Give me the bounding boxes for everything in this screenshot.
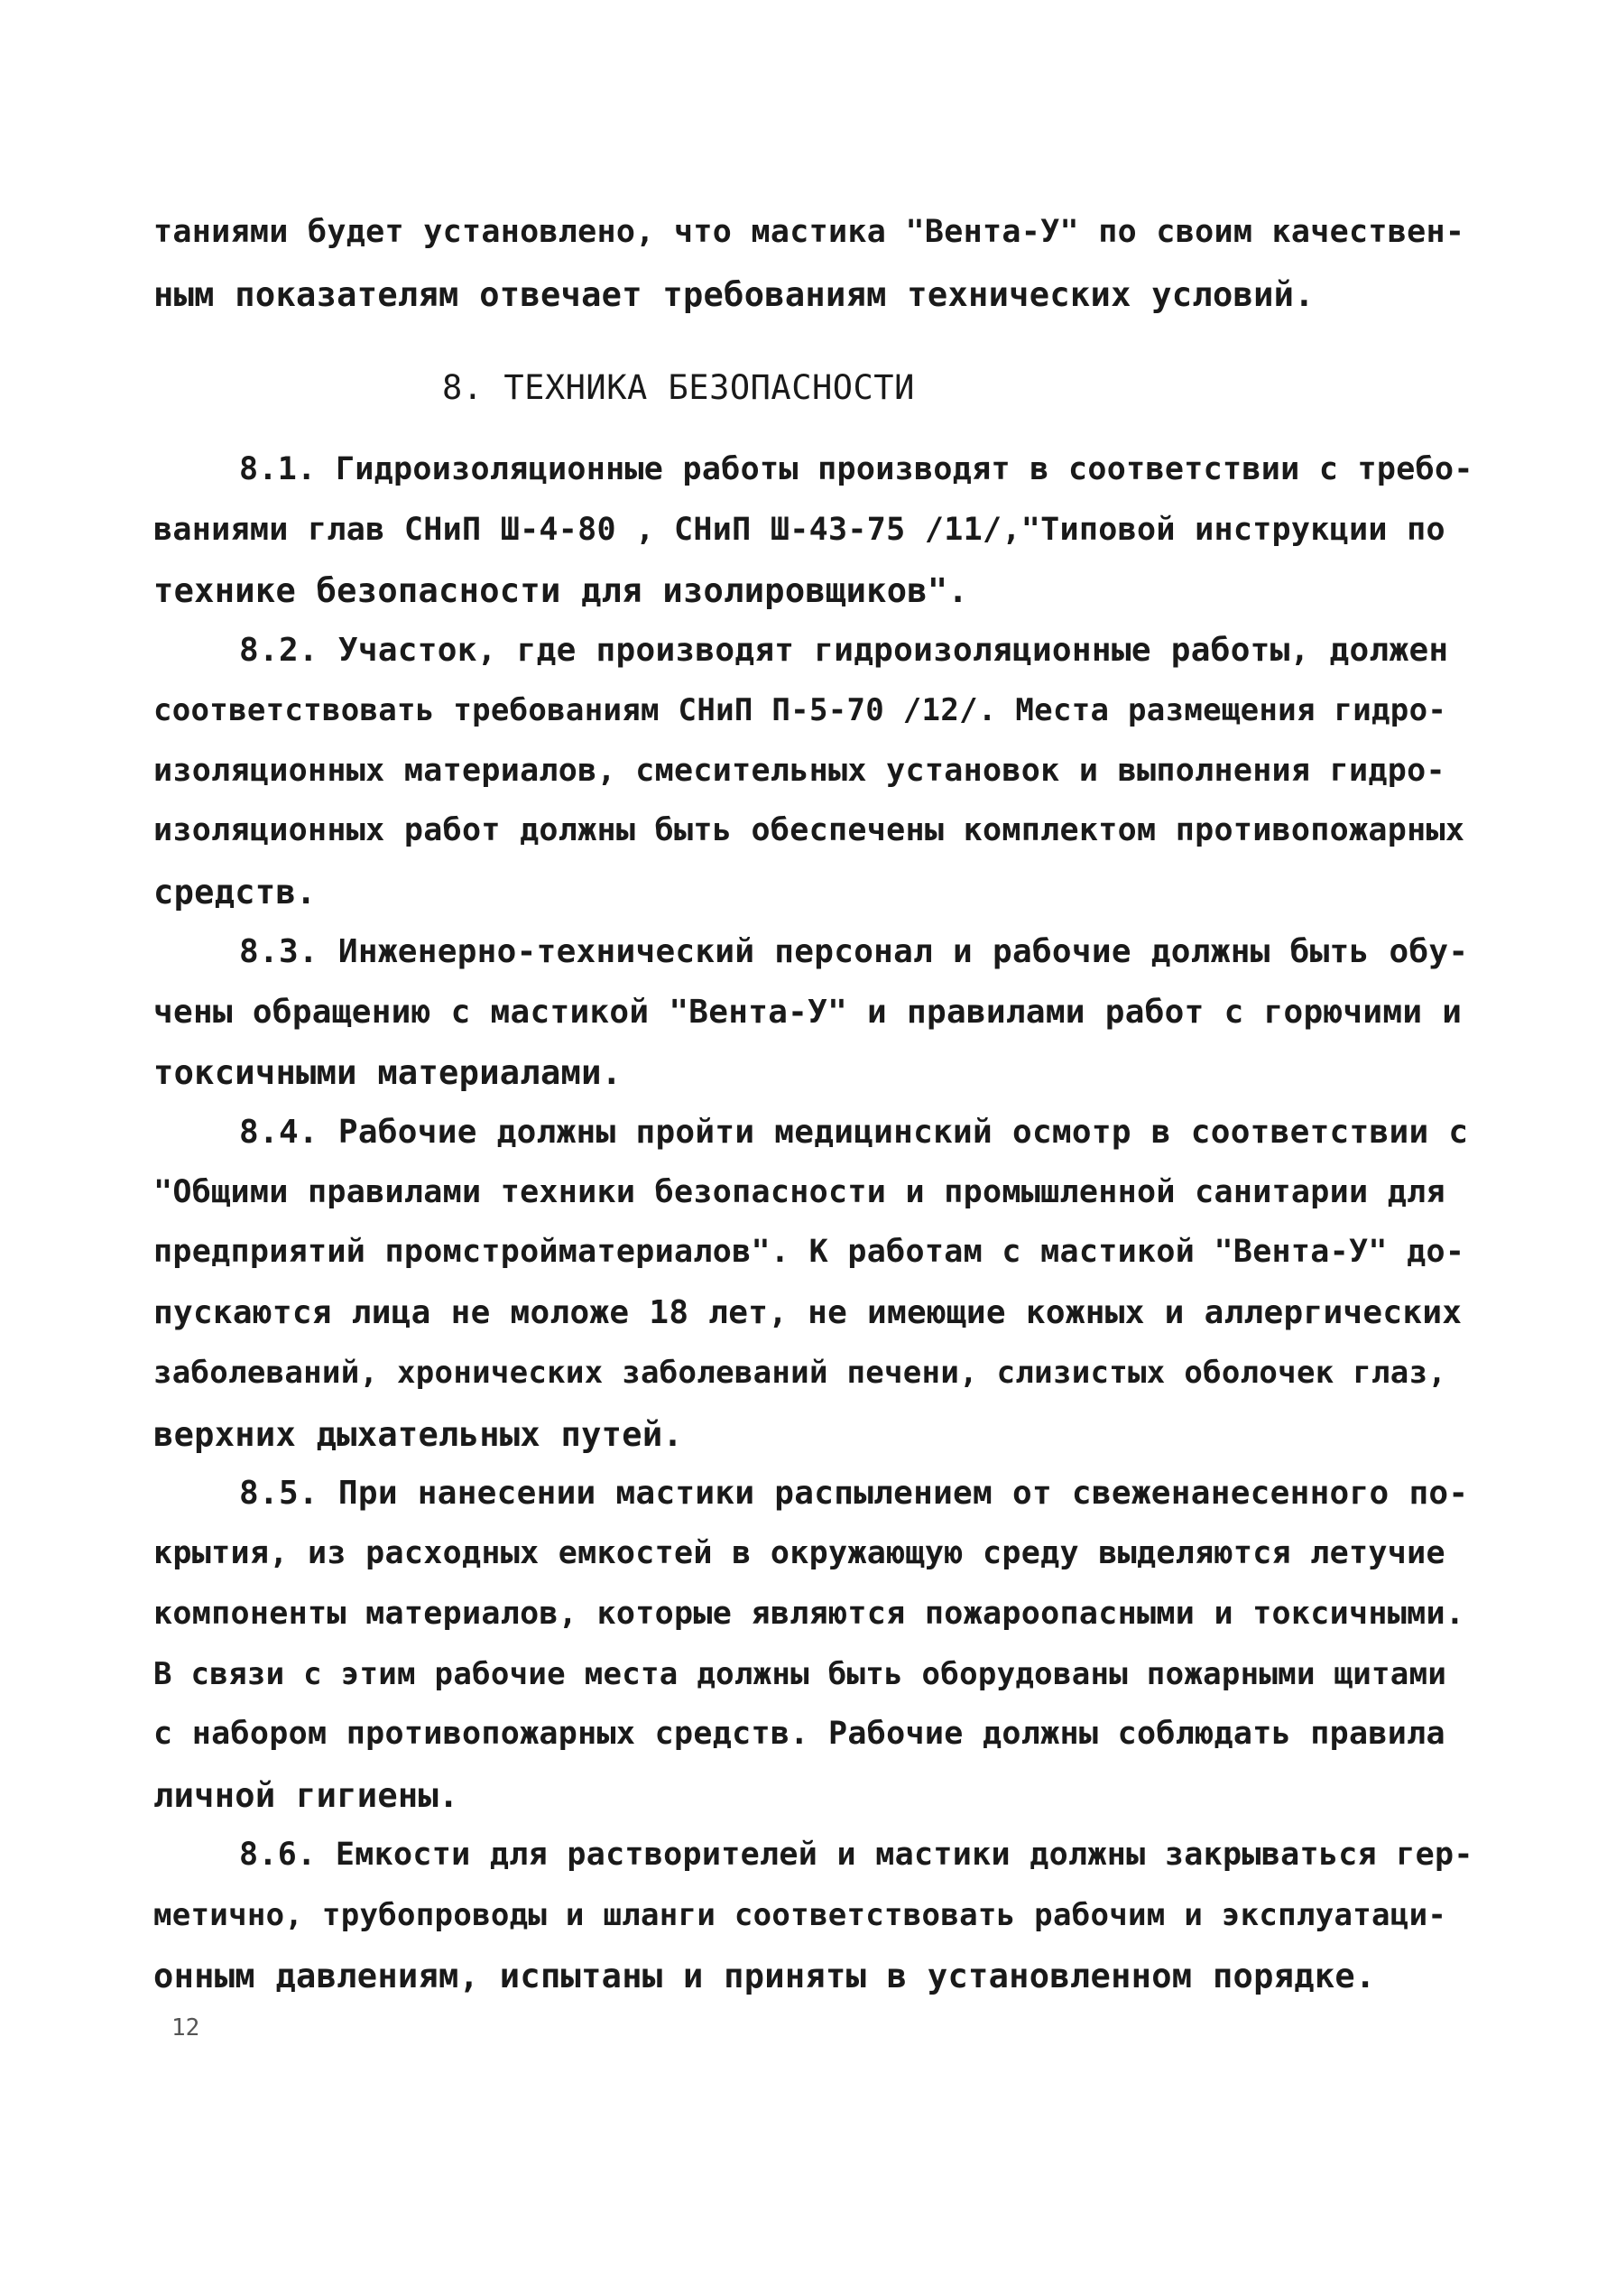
paragraph-8-1-line: 8.1. Гидроизоляционные работы производят в соответствии с требо- [239,451,1473,487]
paragraph-8-1-line: технике безопасности для изолировщиков". [153,571,969,610]
paragraph-8-4-line: предприятий промстройматериалов". К работам с мастикой "Вента-У" до- [153,1234,1465,1270]
paragraph-8-5-line: с набором противопожарных средств. Рабочие должны соблюдать правила [153,1716,1445,1752]
paragraph-8-3-line: 8.3. Инженерно-технический персонал и рабочие должны быть обу- [239,933,1469,970]
paragraph-8-6-line: метично, трубопроводы и шланги соответствовать рабочим и эксплуатаци- [153,1897,1447,1933]
paragraph-8-2-line: изоляционных работ должны быть обеспечены комплектом противопожарных [153,812,1465,848]
paragraph-8-6-line: 8.6. Емкости для растворителей и мастики должны закрываться гер- [239,1837,1473,1873]
paragraph-8-5-line: личной гигиены. [153,1776,459,1815]
paragraph-8-2-line: 8.2. Участок, где производят гидроизоляционные работы, должен [239,632,1449,669]
paragraph-8-4-line: 8.4. Рабочие должны пройти медицинский осмотр в соответствии с [239,1114,1469,1151]
paragraph-8-5-line: компоненты материалов, которые являются пожароопасными и токсичными. [153,1596,1465,1632]
paragraph-8-3-line: чены обращению с мастикой "Вента-У" и правилами работ с горючими и [153,994,1463,1031]
paragraph-8-4-line: пускаются лица не моложе 18 лет, не имеющие кожных и аллергических [153,1294,1463,1331]
paragraph-8-5-line: 8.5. При нанесении мастики распылением от свеженанесенного по- [239,1475,1469,1512]
section-heading: 8. ТЕХНИКА БЕЗОПАСНОСТИ [442,368,915,407]
paragraph-8-5-line: крытия, из расходных емкостей в окружающую среду выделяются летучие [153,1535,1445,1571]
paragraph-8-4-line: "Общими правилами техники безопасности и промышленной санитарии для [153,1174,1445,1210]
paragraph-8-2-line: соответствовать требованиям СНиП П-5-70 /12/. Места размещения гидро- [153,692,1447,728]
paragraph-8-4-line: заболеваний, хронических заболеваний печени, слизистых оболочек глаз, [153,1355,1447,1391]
paragraph-8-4-line: верхних дыхательных путей. [153,1415,683,1454]
paragraph-8-3-line: токсичными материалами. [153,1053,623,1092]
paragraph-8-5-line: В связи с этим рабочие места должны быть оборудованы пожарными щитами [153,1656,1447,1692]
text-line: ным показателям отвечает требованиям технических условий. [153,275,1315,314]
paragraph-8-2-line: средств. [153,873,317,912]
paragraph-8-2-line: изоляционных материалов, смесительных установок и выполнения гидро- [153,753,1445,789]
paragraph-8-6-line: онным давлениям, испытаны и приняты в установленном порядке. [153,1957,1376,1995]
text-line: таниями будет установлено, что мастика "Вента-У" по своим качествен- [153,214,1465,250]
paragraph-8-1-line: ваниями глав СНиП Ш-4-80 , СНиП Ш-43-75 /11/,"Типовой инструкции по [153,512,1445,548]
page-number: 12 [171,2014,200,2041]
